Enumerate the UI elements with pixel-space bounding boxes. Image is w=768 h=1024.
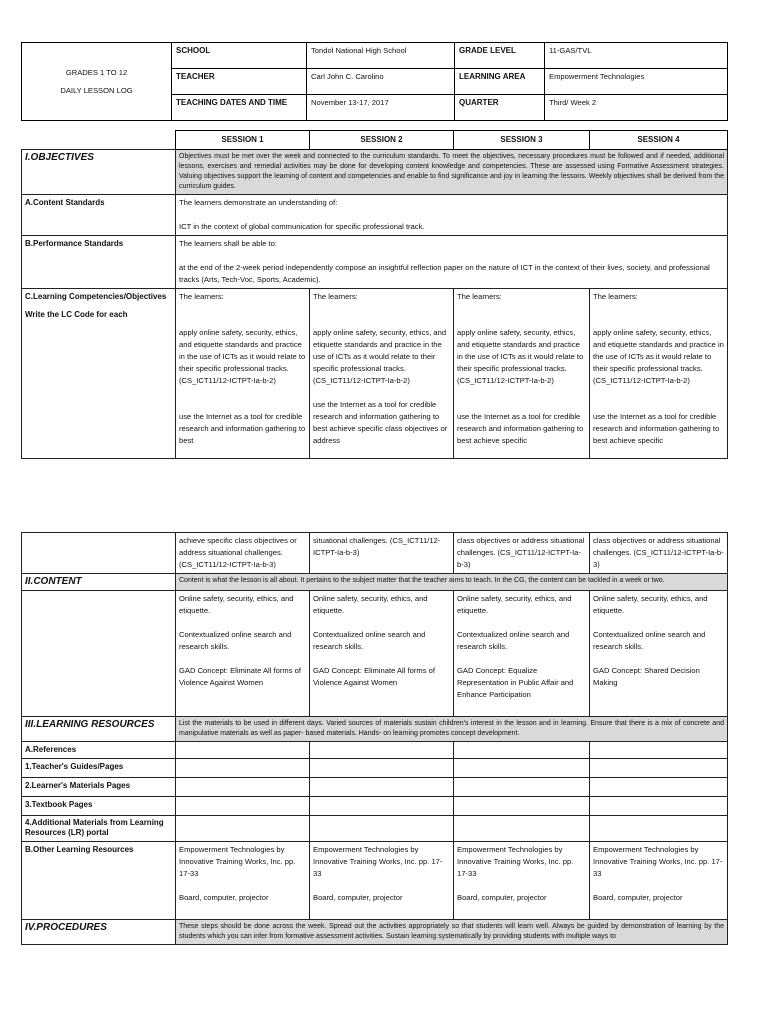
objectives-title: I.OBJECTIVES bbox=[22, 150, 176, 195]
content-standards-label: A.Content Standards bbox=[22, 195, 176, 236]
content-standards-line-2: ICT in the context of global communication for specific professional track. bbox=[179, 222, 425, 231]
other-resources-label: B.Other Learning Resources bbox=[22, 842, 176, 920]
other-resources-session-3 bbox=[454, 842, 590, 920]
content-session-4 bbox=[590, 591, 728, 717]
continuation-session-4: class objectives or address situational challenges. (CS_ICT11/12-ICTPT-Ia-b-3) bbox=[590, 533, 728, 574]
content-topic-a: Online safety, security, ethics, and etiquette. bbox=[179, 594, 294, 615]
procedures-title: IV.PROCEDURES bbox=[22, 920, 176, 945]
content-topic-a: Online safety, security, ethics, and etiquette. bbox=[313, 594, 428, 615]
school-label: SCHOOL bbox=[172, 43, 307, 69]
continuation-session-2: situational challenges. (CS_ICT11/12-ICTPT-Ia-b-3) bbox=[310, 533, 454, 574]
log-title-line-1: GRADES 1 TO 12 bbox=[65, 67, 128, 77]
content-session-1 bbox=[176, 591, 310, 717]
log-title-line-2: DAILY LESSON LOG bbox=[60, 85, 133, 95]
learners-materials-label: 2.Learner's Materials Pages bbox=[22, 778, 176, 797]
performance-standards-line-2: at the end of the 2-week period independently compose an insightful reflection paper on the nature of ICT in the context of their lives, society, and professional tracks (Arts, Tech-Voc, Sports, Academic). bbox=[179, 263, 710, 284]
quarter-label: QUARTER bbox=[455, 95, 545, 121]
content-topic-a: Online safety, security, ethics, and etiquette. bbox=[593, 594, 708, 615]
learning-area-value: Empowerment Technologies bbox=[545, 69, 728, 95]
school-value: Tondol National High School bbox=[307, 43, 455, 69]
performance-standards-text bbox=[176, 236, 728, 289]
competency-a: apply online safety, security, ethics, and etiquette standards and practice in the use of ICTs as it would relate to their specific professional tracks. (CS_ICT11/12-ICTPT-Ia-b-2) bbox=[313, 328, 447, 385]
performance-standards-line-1: The learners shall be able to: bbox=[179, 239, 277, 248]
resource-equipment: Board, computer, projector bbox=[179, 893, 269, 902]
content-topic-b: Contextualized online search and research skills. bbox=[593, 630, 706, 651]
continuation-session-1: achieve specific class objectives or address situational challenges. (CS_ICT11/12-ICTPT-Ia-b-3) bbox=[176, 533, 310, 574]
competency-a: apply online safety, security, ethics, and etiquette standards and practice in the use of ICTs as it would relate to their specific professional tracks. (CS_ICT11/12-ICTPT-Ia-b-2) bbox=[179, 328, 306, 385]
dates-label: TEACHING DATES AND TIME bbox=[172, 95, 307, 121]
competency-a: apply online safety, security, ethics, and etiquette standards and practice in the use of ICTs as it would relate to their specific professional tracks. (CS_ICT11/12-ICTPT-Ia-b-2) bbox=[593, 328, 724, 385]
session-1-header: SESSION 1 bbox=[176, 131, 310, 150]
performance-standards-label: B.Performance Standards bbox=[22, 236, 176, 289]
grade-level-label: GRADE LEVEL bbox=[455, 43, 545, 69]
resources-note: List the materials to be used in different days. Varied sources of materials sustain children's interest in the lesson and in learning. Ensure that there is a mix of concrete and manipulative materials as well as paper- based materials. Hands- on learning promotes concept development. bbox=[176, 717, 728, 742]
learning-area-label: LEARNING AREA bbox=[455, 69, 545, 95]
competency-b: use the Internet as a tool for credible research and information gathering to best bbox=[179, 412, 306, 445]
content-standards-line-1: The learners demonstrate an understanding of: bbox=[179, 198, 338, 207]
competency-intro: The learners: bbox=[313, 292, 358, 301]
competency-intro: The learners: bbox=[457, 292, 502, 301]
competency-intro: The learners: bbox=[179, 292, 224, 301]
resource-equipment: Board, computer, projector bbox=[313, 893, 403, 902]
content-topic-a: Online safety, security, ethics, and etiquette. bbox=[457, 594, 572, 615]
references-label: A.References bbox=[22, 742, 176, 759]
continuation-session-3: class objectives or address situational challenges. (CS_ICT11/12-ICTPT-Ia-b-3) bbox=[454, 533, 590, 574]
content-session-3 bbox=[454, 591, 590, 717]
competency-a: apply online safety, security, ethics, and etiquette standards and practice in the use of ICTs as it would relate to their specific professional tracks. (CS_ICT11/12-ICTPT-Ia-b-2) bbox=[457, 328, 584, 385]
content-topic-b: Contextualized online search and research skills. bbox=[179, 630, 292, 651]
session-3-header: SESSION 3 bbox=[454, 131, 590, 150]
content-title: II.CONTENT bbox=[22, 574, 176, 591]
resource-equipment: Board, computer, projector bbox=[593, 893, 683, 902]
competency-session-1 bbox=[176, 289, 310, 459]
header-table bbox=[21, 42, 728, 121]
session-2-header: SESSION 2 bbox=[310, 131, 454, 150]
continuation-label bbox=[22, 533, 176, 574]
competency-intro: The learners: bbox=[593, 292, 638, 301]
competencies-subtitle: Write the LC Code for each bbox=[25, 310, 128, 319]
content-session-2 bbox=[310, 591, 454, 717]
competencies-title: C.Learning Competencies/Objectives bbox=[25, 292, 167, 301]
content-note: Content is what the lesson is all about. It pertains to the subject matter that the teacher aims to teach. In the CG, the content can be tackled in a week or two. bbox=[176, 574, 728, 591]
resources-title: III.LEARNING RESOURCES bbox=[22, 717, 176, 742]
content-gad: GAD Concept: Eliminate All forms of Violence Against Women bbox=[179, 666, 301, 687]
session-corner bbox=[22, 131, 176, 150]
dates-value: November 13-17, 2017 bbox=[307, 95, 455, 121]
teacher-value: Carl John C. Carolino bbox=[307, 69, 455, 95]
content-label bbox=[22, 591, 176, 717]
objectives-note: Objectives must be met over the week and connected to the curriculum standards. To meet the objectives, necessary procedures must be followed and if needed, additional lessons, exercises and remedial activities may be done for developing content knowledge and competencies. These are assessed using Formative Assessment strategies. Valuing objectives support the learning of content and competencies and enable to find significance and joy in learning the lessons. Weekly objectives shall be derived from the curriculum guides. bbox=[176, 150, 728, 195]
other-resources-session-1 bbox=[176, 842, 310, 920]
resource-book: Empowerment Technologies by Innovative Training Works, Inc. pp. 17-33 bbox=[457, 845, 574, 878]
quarter-value: Third/ Week 2 bbox=[545, 95, 728, 121]
procedures-note: These steps should be done across the week. Spread out the activities appropriately so that students will learn well. Always be guided by demonstration of learning by the students which you can infer from formative assessment activities. Sustain learning systematically by providing students with multiple ways to bbox=[176, 920, 728, 945]
competency-session-4 bbox=[590, 289, 728, 459]
competency-b: use the Internet as a tool for credible research and information gathering to best achieve specific bbox=[457, 412, 584, 445]
resource-book: Empowerment Technologies by Innovative Training Works, Inc. pp. 17-33 bbox=[179, 845, 296, 878]
competencies-label bbox=[22, 289, 176, 459]
competency-b: use the Internet as a tool for credible research and information gathering to best achieve specific bbox=[593, 412, 720, 445]
objectives-table bbox=[21, 130, 728, 459]
competency-session-3 bbox=[454, 289, 590, 459]
content-gad: GAD Concept: Equalize Representation in Public Affair and Enhance Participation bbox=[457, 666, 574, 699]
content-gad: GAD Concept: Shared Decision Making bbox=[593, 666, 700, 687]
content-resources-table bbox=[21, 532, 728, 945]
resource-book: Empowerment Technologies by Innovative Training Works, Inc. pp. 17-33 bbox=[593, 845, 723, 878]
resource-book: Empowerment Technologies by Innovative Training Works, Inc. pp. 17-33 bbox=[313, 845, 443, 878]
teacher-label: TEACHER bbox=[172, 69, 307, 95]
content-topic-b: Contextualized online search and research skills. bbox=[457, 630, 570, 651]
textbook-label: 3.Textbook Pages bbox=[22, 797, 176, 816]
resource-equipment: Board, computer, projector bbox=[457, 893, 547, 902]
session-4-header: SESSION 4 bbox=[590, 131, 728, 150]
competency-session-2 bbox=[310, 289, 454, 459]
other-resources-session-2 bbox=[310, 842, 454, 920]
grade-level-value: 11-GAS/TVL bbox=[545, 43, 728, 69]
content-standards-text bbox=[176, 195, 728, 236]
teachers-guide-label: 1.Teacher's Guides/Pages bbox=[22, 759, 176, 778]
additional-materials-label: 4.Additional Materials from Learning Resources (LR) portal bbox=[22, 816, 176, 842]
content-topic-b: Contextualized online search and research skills. bbox=[313, 630, 426, 651]
competency-b: use the Internet as a tool for credible research and information gathering to best achieve specific class objectives or address bbox=[313, 400, 448, 445]
log-title bbox=[22, 43, 172, 121]
content-gad: GAD Concept: Eliminate All forms of Violence Against Women bbox=[313, 666, 435, 687]
other-resources-session-4 bbox=[590, 842, 728, 920]
